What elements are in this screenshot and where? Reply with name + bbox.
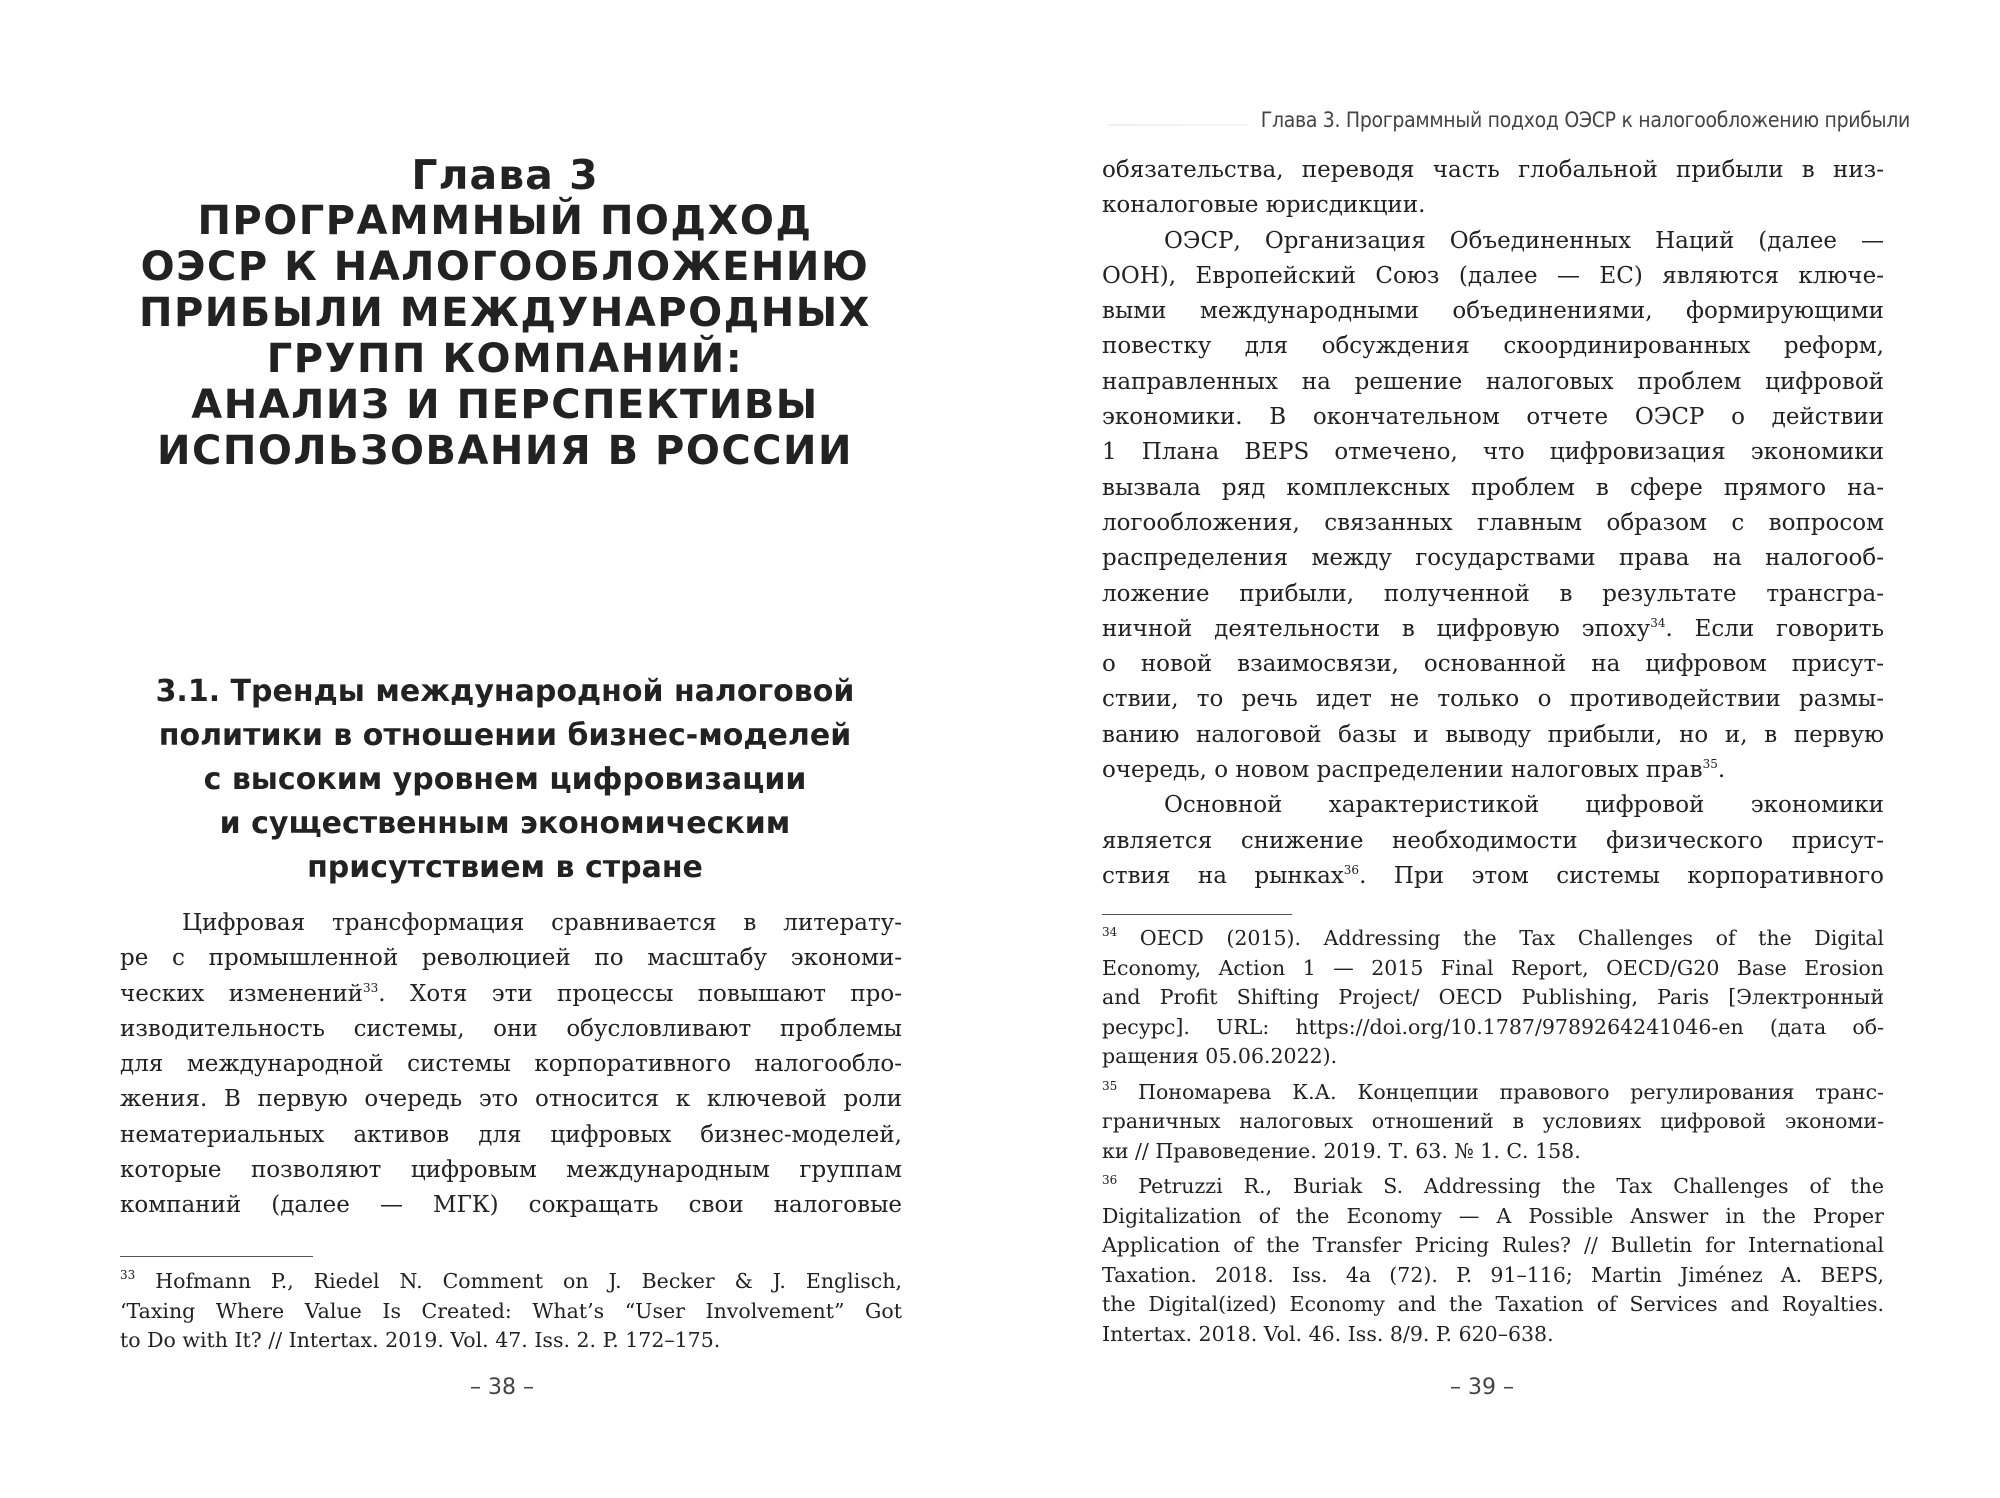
section-title-line: 3.1. Тренды международной налоговой: [155, 674, 855, 709]
body-line: повестку для обсуждения скоординированных реформ,: [1102, 333, 1884, 360]
chapter-heading-line: ОЭСР К НАЛОГООБЛОЖЕНИЮ: [140, 244, 870, 290]
chapter-title: [120, 152, 890, 474]
body-line: компаний (далее — МГК) сокращать свои налоговые: [120, 1192, 902, 1219]
section-title: [120, 670, 890, 890]
body-line: очередь, о новом распределении налоговых прав$^{35}$.: [1102, 757, 1726, 784]
body-line: логообложения, связанных главным образом с вопросом: [1102, 509, 1884, 536]
body-line: ствии, то речь идет не только о противодействии размы-: [1102, 686, 1884, 713]
chapter-heading-line: ГРУПП КОМПАНИЙ:: [266, 336, 744, 382]
body-line: экономики. В окончательном отчете ОЭСР о действии: [1102, 404, 1884, 431]
running-header: Глава 3. Программный подход ОЭСР к налогообложению прибыли: [1260, 108, 1910, 132]
footnote-ref: 35: [1702, 757, 1718, 772]
body-line: ложение прибыли, полученной в результате трансгра-: [1102, 580, 1884, 607]
footnote-33: $^{33}$ Hofmann P., Riedel N. Comment on J. Becker & J. Englisch, ‘Taxing Where Value Is Created: What’s “User Involvement” Got to Do with It? // Intertax. 2019. Vol. 47. Iss. 2. P. 172–175.: [120, 1268, 902, 1352]
body-line: ООН), Европейский Союз (далее — ЕС) являются ключе-: [1102, 262, 1884, 289]
body-line: ванию налоговой базы и выводу прибыли, но и, в первую: [1102, 721, 1884, 748]
chapter-heading-line: ИСПОЛЬЗОВАНИЯ В РОССИИ: [157, 428, 853, 474]
body-line: ствия на рынках$^{36}$. При этом системы корпоративного: [1102, 862, 1884, 889]
body-line: 1 Плана BEPS отмечено, что цифровизация экономики: [1102, 439, 1884, 466]
section-title-line: и существенным экономическим: [219, 806, 791, 841]
footnote-35: $^{35}$ Пономарева К.А. Концепции правового регулирования транс- граничных налоговых отношений в условиях цифровой экономи- ки // Правоведение. 2019. Т. 63. № 1. С. 158.: [1102, 1078, 1884, 1163]
right-page: [1000, 0, 2000, 1498]
body-line: распределения между государствами права на налогооб-: [1102, 545, 1884, 572]
body-line: изводительность системы, они обусловливают проблемы: [120, 1015, 902, 1042]
footnote-ref: 34: [1650, 615, 1666, 630]
section-title-line: присутствием в стране: [307, 850, 703, 885]
body-line: для международной системы корпоративного налогообло-: [120, 1051, 902, 1078]
body-line: ничной деятельности в цифровую эпоху$^{34}$. Если говорить: [1102, 615, 1885, 642]
body-line: является снижение необходимости физического присут-: [1102, 827, 1884, 854]
body-line: ре с промышленной революцией по масштабу экономи-: [120, 945, 902, 972]
body-line: Основной характеристикой цифровой экономики: [1164, 792, 1884, 819]
body-line: ОЭСР, Организация Объединенных Наций (далее —: [1164, 227, 1884, 254]
chapter-label: Глава 3: [411, 151, 599, 199]
page-number: – 39 –: [1450, 1375, 1514, 1400]
section-title-line: с высоким уровнем цифровизации: [203, 762, 807, 797]
page-number: – 38 –: [470, 1375, 534, 1400]
footnote-ref: 36: [1343, 862, 1360, 877]
body-line: вызвала ряд комплексных проблем в сфере прямого на-: [1102, 474, 1884, 501]
body-line: о новой взаимосвязи, основанной на цифровом присут-: [1102, 651, 1884, 678]
section-title-line: политики в отношении бизнес-моделей: [158, 718, 852, 753]
body-line: жения. В первую очередь это относится к ключевой роли: [120, 1086, 902, 1113]
body-line: Цифровая трансформация сравнивается в литерату-: [182, 910, 902, 936]
footnote-divider: [1102, 914, 1292, 915]
body-text: [120, 906, 902, 1224]
body-line: нематериальных активов для цифровых бизнес-моделей,: [120, 1121, 902, 1148]
body-line: коналоговые юрисдикции.: [1102, 192, 1426, 219]
body-text: [1102, 153, 1884, 894]
chapter-heading-line: ПРОГРАММНЫЙ ПОДХОД: [197, 198, 813, 244]
footnote-number: 34: [1102, 925, 1118, 939]
footnote-36: $^{36}$ Petruzzi R., Buriak S. Addressing the Tax Challenges of the Digitalization of the Economy — A Possible Answer in the Proper Application of the Transfer Pricing Rules? // Bulletin for International Taxation. 2018. Iss. 4a (72). P. 91–116; Martin Jiménez A. BEPS, the Digital(ized) Economy and the Taxation of Services and Royalties. Intertax. 2018. Vol. 46. Iss. 8/9. P. 620–638.: [1102, 1173, 1884, 1346]
body-line: обязательства, переводя часть глобальной прибыли в низ-: [1102, 157, 1884, 183]
footnotes: [1102, 924, 1884, 1355]
footnote-number: 35: [1102, 1078, 1118, 1093]
chapter-heading-line: ПРИБЫЛИ МЕЖДУНАРОДНЫХ: [138, 290, 872, 336]
footnotes: [120, 1267, 902, 1362]
footnote-34: $^{34}$ OECD (2015). Addressing the Tax Challenges of the Digital Economy, Action 1 — 2015 Final Report, OECD/G20 Base Erosion and Profit Shifting Project/ OECD Publishing, Paris [Электронный ресурс]. URL: https://doi.org/10.1787/9789264241046-en (дата об- ращения 05.06.2022).: [1102, 925, 1884, 1068]
header-decoration: [1108, 124, 1248, 126]
body-line: ческих изменений$^{33}$. Хотя эти процессы повышают про-: [120, 980, 902, 1007]
footnote-divider: [120, 1256, 313, 1257]
body-line: направленных на решение налоговых проблем цифровой: [1102, 368, 1884, 395]
footnote-number: 36: [1102, 1173, 1118, 1187]
footnote-ref: 33: [363, 980, 379, 995]
body-line: которые позволяют цифровым международным группам: [120, 1157, 902, 1184]
body-line: выми международными объединениями, формирующими: [1102, 298, 1884, 325]
footnote-number: 33: [120, 1268, 136, 1282]
chapter-heading-line: АНАЛИЗ И ПЕРСПЕКТИВЫ: [191, 382, 819, 428]
